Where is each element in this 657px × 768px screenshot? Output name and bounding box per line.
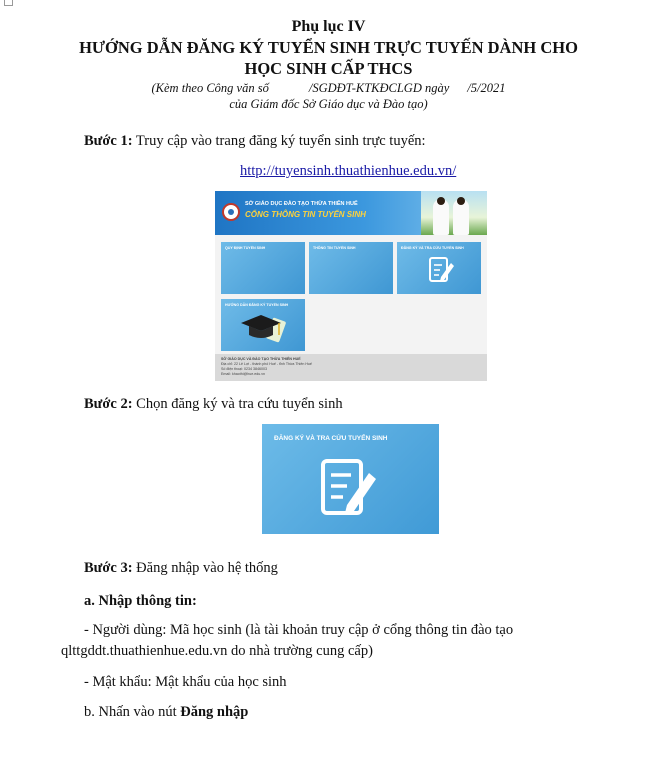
- step3-text: Đăng nhập vào hệ thống: [136, 560, 278, 576]
- username-instruction-line1: - Người dùng: Mã học sinh (là tài khoản truy cập ở cổng thông tin đào tạo: [84, 622, 514, 638]
- issuer-note: của Giám đốc Sở Giáo dục và Đào tạo): [229, 97, 428, 111]
- form-edit-icon: [427, 255, 455, 285]
- tile-registration-guide[interactable]: [221, 299, 305, 351]
- attachment-note: [0, 81, 657, 96]
- step2-label: Bước 2:: [84, 396, 133, 412]
- tile-admission-rules[interactable]: [221, 242, 305, 294]
- graduation-cap-icon: [239, 311, 289, 347]
- form-edit-icon: [317, 455, 381, 521]
- step2-text: Chọn đăng ký và tra cứu tuyển sinh: [136, 396, 343, 412]
- password-instruction: - Mật khẩu: Mật khẩu của học sinh: [84, 674, 287, 690]
- footer-phone: Số điện thoại: 0234 3846003: [221, 367, 267, 371]
- portal-footer: [215, 354, 487, 381]
- tile-label: ĐĂNG KÝ VÀ TRA CỨU TUYỂN SINH: [401, 246, 464, 250]
- portal-screenshot: [215, 191, 487, 381]
- step1-text: Truy cập vào trang đăng ký tuyển sinh trực tuyến:: [135, 133, 426, 149]
- section-b-paragraph: [84, 704, 248, 721]
- step3-paragraph: [84, 560, 278, 577]
- portal-url-link[interactable]: http://tuyensinh.thuathienhue.edu.vn/: [240, 163, 457, 179]
- tile-label: HƯỚNG DẪN ĐĂNG KÝ TUYỂN SINH: [225, 303, 289, 307]
- appendix-title: Phụ lục IV: [291, 18, 366, 35]
- document-title-line1: HƯỚNG DẪN ĐĂNG KÝ TUYỂN SINH TRỰC TUYẾN DÀNH CHO: [79, 38, 578, 57]
- attachment-prefix: (Kèm theo Công văn số: [151, 81, 269, 95]
- section-a-heading: a. Nhập thông tin:: [84, 593, 197, 609]
- username-instruction-line2: qlttgddt.thuathienhue.edu.vn do nhà trường cung cấp): [61, 643, 373, 659]
- student-figure: [433, 199, 449, 235]
- tile-register-lookup[interactable]: [397, 242, 481, 294]
- document-title-line2: HỌC SINH CẤP THCS: [244, 59, 413, 78]
- portal-header: [215, 191, 487, 235]
- step1-paragraph: [84, 133, 426, 150]
- register-lookup-tile-label: ĐĂNG KÝ VÀ TRA CỨU TUYỂN SINH: [274, 435, 388, 442]
- tile-label: THÔNG TIN TUYỂN SINH: [313, 246, 356, 250]
- section-b-text: b. Nhấn vào nút: [84, 704, 177, 720]
- page-corner-mark: [4, 0, 13, 6]
- students-photo: [421, 191, 487, 235]
- footer-email: Email: khaothi@hue.edu.vn: [221, 372, 266, 376]
- step3-label: Bước 3:: [84, 560, 133, 576]
- tile-admission-info[interactable]: [309, 242, 393, 294]
- footer-organization: SỞ GIÁO DỤC VÀ ĐÀO TẠO THỪA THIÊN HUẾ: [221, 357, 301, 361]
- attachment-number: /SGDĐT-KTKĐCLGD ngày: [308, 81, 450, 95]
- student-figure: [453, 199, 469, 235]
- portal-site-name: CỔNG THÔNG TIN TUYỂN SINH: [245, 210, 366, 219]
- footer-address: Địa chỉ: 22 Lê Lợi - thành phố Huế - tỉnh Thừa Thiên Huế: [221, 362, 312, 366]
- register-lookup-tile[interactable]: [262, 424, 439, 534]
- tile-label: QUY ĐỊNH TUYỂN SINH: [225, 246, 266, 250]
- department-logo-icon: [222, 203, 240, 221]
- portal-department-name: SỞ GIÁO DỤC ĐÀO TẠO THỪA THIÊN HUẾ: [245, 201, 358, 207]
- attachment-date: /5/2021: [467, 81, 506, 95]
- login-button-name: Đăng nhập: [180, 704, 249, 720]
- step2-paragraph: [84, 396, 343, 413]
- step1-label: Bước 1:: [84, 133, 133, 149]
